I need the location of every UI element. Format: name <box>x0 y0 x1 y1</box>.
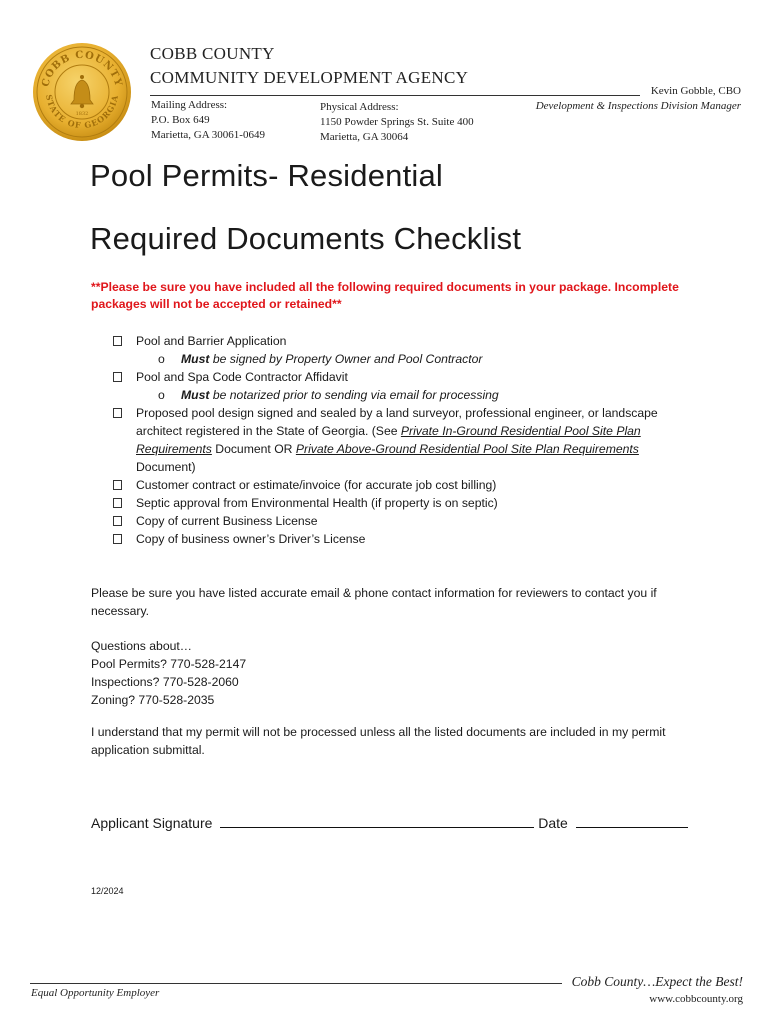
official-role: Development & Inspections Division Manager <box>535 100 741 112</box>
sub-bullet: o <box>158 388 165 402</box>
subitem-text: be signed by Property Owner and Pool Contractor <box>209 352 483 366</box>
questions-heading: Questions about… <box>91 639 192 653</box>
warning-notice: **Please be sure you have included all the following required documents in your package. Incomplete packages will not be accepted or retained** <box>91 280 679 311</box>
documents-checklist <box>113 332 683 548</box>
checklist-item-label: Pool and Spa Code Contractor Affidavit <box>136 370 348 384</box>
subitem-text: be notarized prior to sending via email for processing <box>209 388 499 402</box>
page-subtitle: Required Documents Checklist <box>90 221 522 256</box>
must-emphasis: Must <box>181 352 210 366</box>
revision-date: 12/2024 <box>91 886 124 896</box>
svg-text:STATE OF GEORGIA: STATE OF GEORGIA <box>44 93 121 131</box>
signature-line <box>91 815 688 831</box>
inground-requirements-link[interactable]: Private In-Ground Residential Pool Site Plan Requirements <box>136 424 641 456</box>
mailing-address-line1: P.O. Box 649 <box>151 114 210 126</box>
inspections-phone: Inspections? 770-528-2060 <box>91 675 239 689</box>
checkbox[interactable] <box>113 480 122 490</box>
pool-permits-phone: Pool Permits? 770-528-2147 <box>91 657 247 671</box>
checklist-subitem <box>113 350 683 368</box>
mailing-address-line2: Marietta, GA 30061-0649 <box>151 129 265 141</box>
county-slogan: Cobb County…Expect the Best! <box>571 974 743 989</box>
agency-name-line1: COBB COUNTY <box>150 44 275 63</box>
checklist-item <box>113 530 683 548</box>
physical-address-label: Physical Address: <box>320 101 399 113</box>
checkbox[interactable] <box>113 534 122 544</box>
cobb-county-seal <box>32 42 132 142</box>
checklist-item-text: Document) <box>136 460 196 474</box>
page-title: Pool Permits- Residential <box>90 158 444 193</box>
acknowledgement: I understand that my permit will not be processed unless all the listed documents are included in my permit application submittal. <box>91 725 666 757</box>
date-field[interactable] <box>576 816 688 828</box>
mailing-address <box>151 98 265 143</box>
checklist-item-label: Copy of current Business License <box>136 514 318 528</box>
checklist-item-label: Proposed pool design signed and sealed by a land surveyor, professional engineer, or landscape architect registered in the State of Georgia. (See <box>136 406 658 438</box>
equal-opportunity-employer: Equal Opportunity Employer <box>31 987 160 999</box>
footer-divider <box>30 983 562 984</box>
physical-address-line1: 1150 Powder Springs St. Suite 400 <box>320 116 474 128</box>
sub-bullet: o <box>158 352 165 366</box>
checklist-item-label: Pool and Barrier Application <box>136 334 287 348</box>
checklist-item-text: Document OR <box>211 442 296 456</box>
date-label: Date <box>538 815 568 831</box>
applicant-signature-field[interactable] <box>220 816 534 828</box>
checklist-item <box>113 368 683 386</box>
checklist-subitem <box>113 386 683 404</box>
contact-note: Please be sure you have listed accurate email & phone contact information for reviewers to contact you if necessary. <box>91 586 657 618</box>
svg-text:COBB COUNTY: COBB COUNTY <box>40 49 124 89</box>
checkbox[interactable] <box>113 408 122 418</box>
checklist-item <box>113 476 683 494</box>
official-block <box>536 84 741 114</box>
checklist-item-label: Copy of business owner’s Driver’s License <box>136 532 366 546</box>
agency-name-line2: COMMUNITY DEVELOPMENT AGENCY <box>150 68 469 87</box>
questions-block <box>91 637 491 709</box>
must-emphasis: Must <box>181 388 210 402</box>
checkbox[interactable] <box>113 336 122 346</box>
zoning-phone: Zoning? 770-528-2035 <box>91 693 215 707</box>
checklist-item-label: Septic approval from Environmental Health (if property is on septic) <box>136 496 498 510</box>
svg-text:1832: 1832 <box>75 111 89 117</box>
checkbox[interactable] <box>113 516 122 526</box>
aboveground-requirements-link[interactable]: Private Above-Ground Residential Pool Site Plan Requirements <box>295 442 639 456</box>
checklist-item-label: Customer contract or estimate/invoice (for accurate job cost billing) <box>136 478 497 492</box>
county-website-link[interactable]: www.cobbcounty.org <box>649 993 743 1005</box>
checkbox[interactable] <box>113 498 122 508</box>
checklist-item <box>113 404 683 476</box>
checklist-item <box>113 494 683 512</box>
checklist-item <box>113 512 683 530</box>
mailing-address-label: Mailing Address: <box>151 99 228 111</box>
applicant-signature-label: Applicant Signature <box>91 815 213 831</box>
physical-address-line2: Marietta, GA 30064 <box>320 131 409 143</box>
checkbox[interactable] <box>113 372 122 382</box>
official-name: Kevin Gobble, CBO <box>650 85 741 97</box>
checklist-item <box>113 332 683 350</box>
physical-address <box>320 100 474 145</box>
